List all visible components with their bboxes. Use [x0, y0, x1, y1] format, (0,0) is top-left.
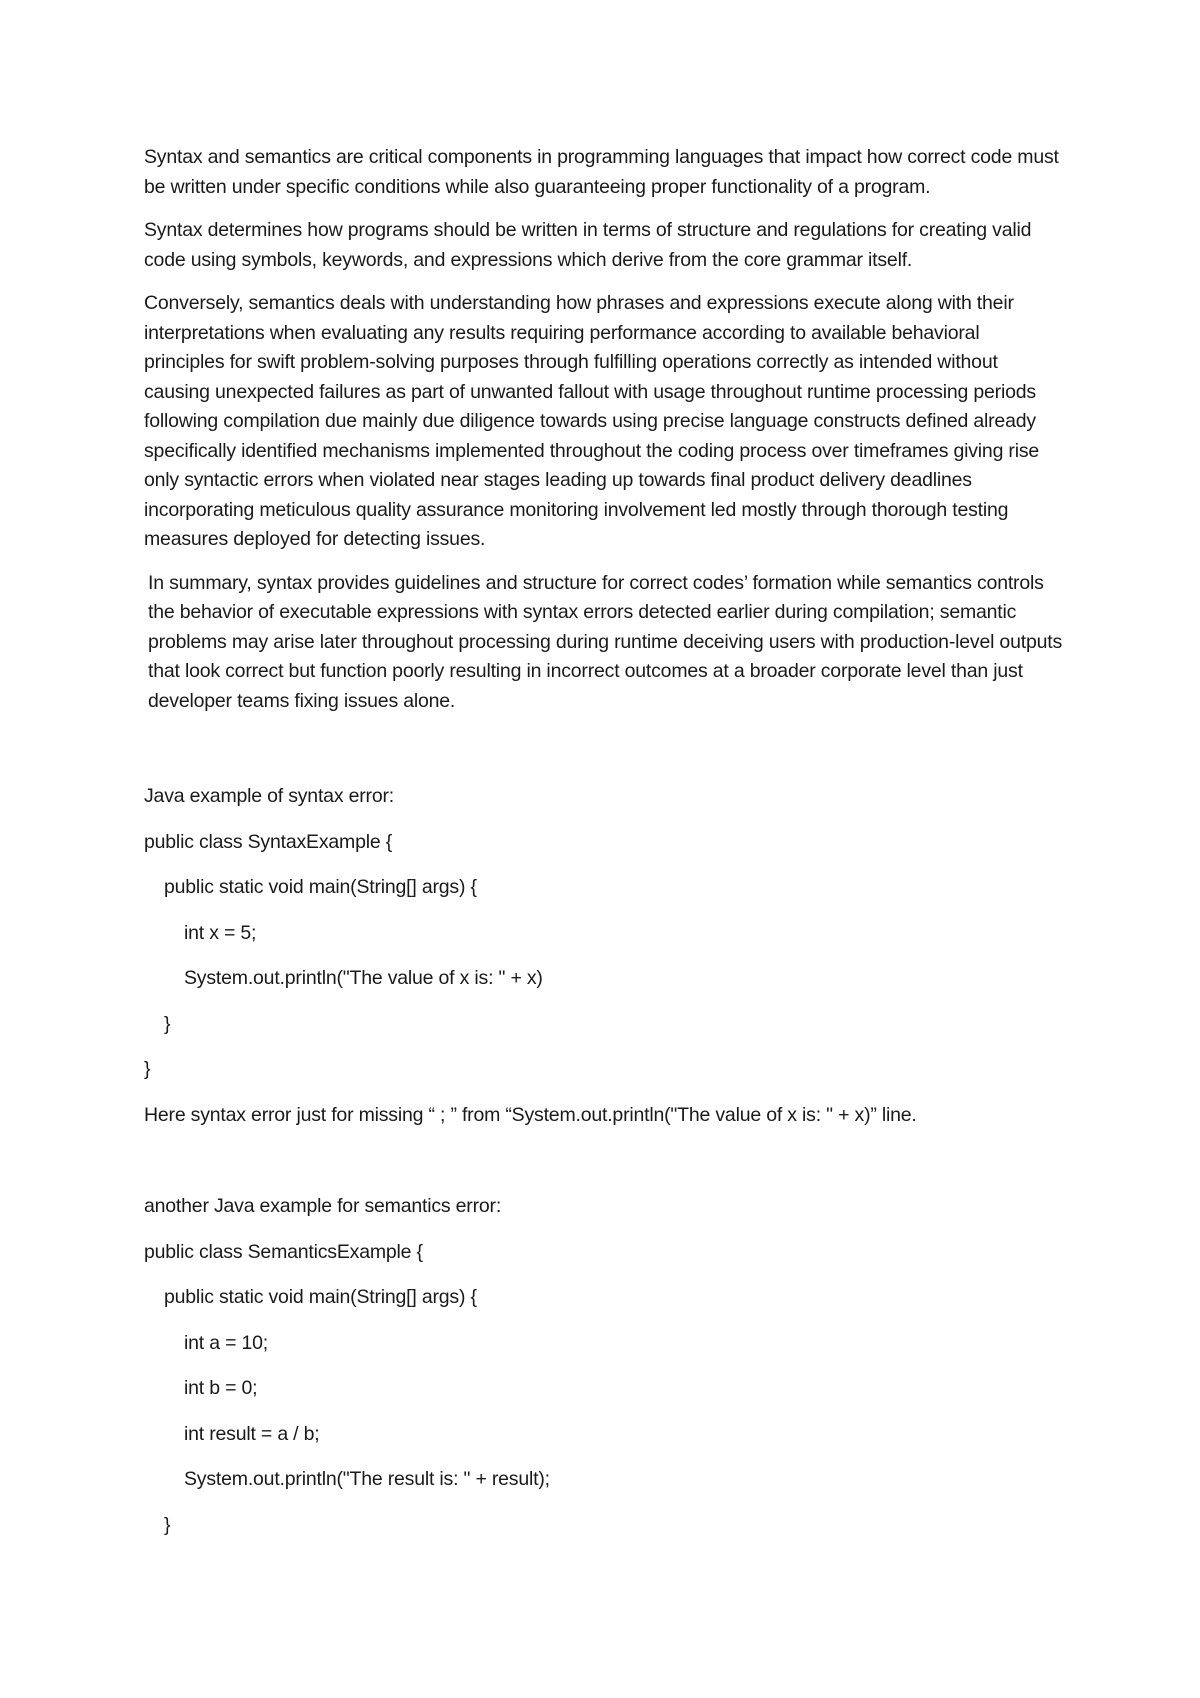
code-line: public static void main(String[] args) {	[164, 876, 477, 898]
syntax-example-note: Here syntax error just for missing “ ; ” from “System.out.println("The value of x is: " + x)” line.	[144, 1103, 917, 1126]
syntax-example-heading: Java example of syntax error:	[144, 785, 394, 807]
paragraph-summary: In summary, syntax provides guidelines and structure for correct codes’ formation while semantics controls the behavior of executable expressions with syntax errors detected earlier during compilation; semantic problems may arise later throughout processing during runtime deceiving users with production-level outputs that look correct but function poorly resulting in incorrect outcomes at a broader corporate level than just developer teams fixing issues alone.	[148, 571, 1063, 712]
code-line: System.out.println("The result is: " + result);	[184, 1468, 550, 1490]
paragraph-intro: Syntax and semantics are critical components in programming languages that impact how correct code must be written under specific conditions while also guaranteeing proper functionality of a program.	[144, 146, 1059, 198]
code-line: System.out.println("The value of x is: " + x)	[184, 967, 543, 989]
semantics-example-heading: another Java example for semantics error:	[144, 1195, 502, 1217]
semantics-example-section	[144, 1192, 1064, 1540]
code-line: public class SemanticsExample {	[144, 1240, 423, 1263]
code-line: int b = 0;	[184, 1377, 258, 1399]
syntax-example-section	[144, 782, 1064, 1130]
paragraph-syntax: Syntax determines how programs should be written in terms of structure and regulations for creating valid code using symbols, keywords, and expressions which derive from the core grammar itself.	[144, 219, 1032, 271]
spacer	[144, 1130, 1064, 1192]
document-body	[144, 143, 1064, 1556]
code-line: public class SyntaxExample {	[144, 830, 393, 853]
spacer	[144, 730, 1064, 782]
code-line: }	[144, 1058, 151, 1080]
code-line: public static void main(String[] args) {	[164, 1286, 477, 1308]
code-line: int x = 5;	[184, 921, 257, 944]
paragraph-semantics: Conversely, semantics deals with understanding how phrases and expressions execute along with their interpretations when evaluating any results requiring performance according to available behavioral principles for swift problem-solving purposes through fulfilling operations correctly as intended without causing unexpected failures as part of unwanted fallout with usage throughout runtime processing periods following compilation due mainly due diligence towards using precise language constructs defined already specifically identified mechanisms implemented throughout the coding process over timeframes giving rise only syntactic errors when violated near stages leading up towards final product delivery deadlines incorporating meticulous quality assurance monitoring involvement led mostly through thorough testing measures deployed for detecting issues.	[144, 292, 1040, 550]
code-line: }	[164, 1513, 171, 1536]
code-line: int result = a / b;	[184, 1422, 320, 1445]
code-line: int a = 10;	[184, 1331, 268, 1354]
code-line: }	[164, 1012, 171, 1035]
